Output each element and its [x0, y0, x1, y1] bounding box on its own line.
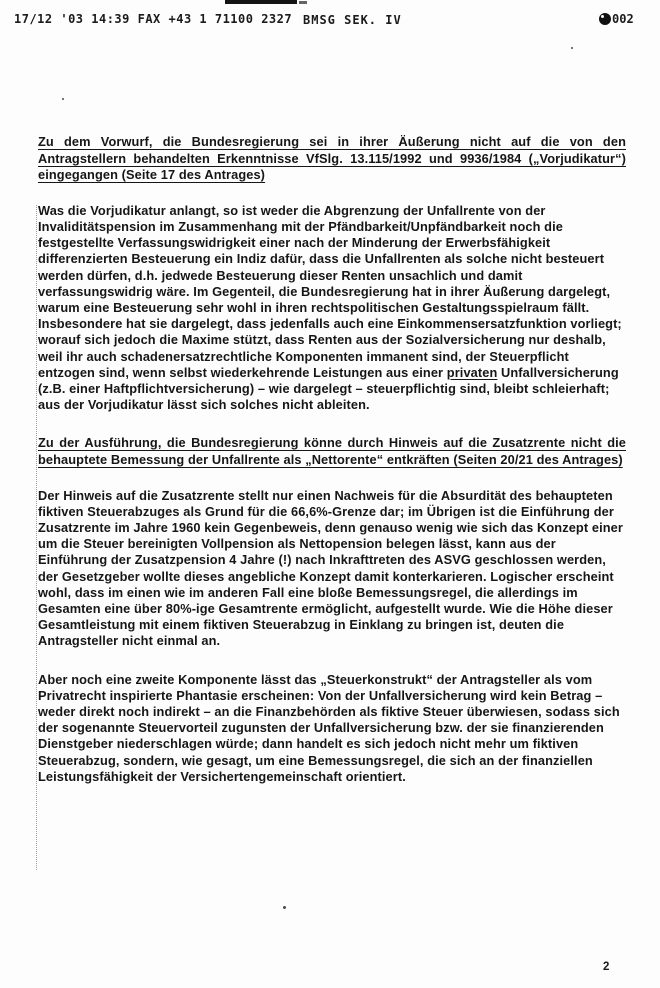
- fax-timestamp: 17/12 '03 14:39 FAX +43 1 71100 2327: [14, 12, 293, 26]
- paragraph-text-after-underline: Unfallversicherung (z.B. einer Haftpflichtversicherung) – wie dargelegt – steuerpflichtig sind, bleibt schleierhaft; aus der Vorjudikatur lässt sich solches nicht ableiten.: [38, 364, 619, 413]
- fax-stamp-icon: [599, 13, 611, 25]
- underlined-word-privaten: privaten: [446, 364, 498, 380]
- scan-speck: [283, 906, 286, 909]
- fold-line-artifact: [36, 205, 37, 870]
- scan-smudge-artifact-tail: [299, 1, 307, 4]
- document-body: [38, 134, 626, 807]
- fax-page-indicator-number: 002: [612, 12, 634, 26]
- page-number: 2: [603, 961, 610, 973]
- scan-smudge-artifact: [225, 0, 297, 4]
- paragraph-steuerkonstrukt: Aber noch eine zweite Komponente lässt das „Steuerkonstrukt“ der Antragsteller als vom Privatrecht inspirierte Phantasie erscheinen: Von der Unfallversicherung wird kein Betrag – weder direkt noch indirekt – an die Finanzbehörden als fiktive Steuer überwiesen, sodass sich der sogenannte Steuervorteil zugunsten der Unfallversicherung bzw. der sie finanzierenden Dienstgeber niederschlagen würde; dann handelt es sich jedoch nicht mehr um fiktiven Steuerabzug, sondern, wie gesagt, um eine Bemessungsregel, die sich an der finanziellen Leistungsfähigkeit der Versichertengemeinschaft orientiert.: [38, 671, 620, 784]
- paragraph-zusatzrente: Der Hinweis auf die Zusatzrente stellt nur einen Nachweis für die Absurdität des behaupteten fiktiven Steuerabzuges als Grund für die 66,6%-Grenze dar; im Übrigen ist die Einführung der Zusatzrente im Jahre 1960 kein Gegenbeweis, denn genauso wenig wie sich das Konzept einer um die Steuer bereinigten Vollpension als Nettopension belegen lässt, kann aus der Einführung der Zusatzpension 4 Jahre (!) nach Inkrafttreten des ASVG geschlossen werden, der Gesetzgeber wollte dieses angebliche Konzept damit konterkarieren. Logischer erscheint wohl, dass im einen wie im anderen Fall eine bloße Bemessungsregel, die allerdings im Gesamten eine über 80%-ige Gesamtrente ermöglicht, aufgestellt wurde. Wie die Höhe dieser Gesamtleistung mit einem fiktiven Steuerabzug in Einklang zu bringen ist, deuten die Antragsteller nicht einmal an.: [38, 487, 623, 649]
- fax-sender: BMSG SEK. IV: [303, 13, 402, 27]
- paragraph-vorjudikatur: [38, 203, 626, 414]
- scan-speck: [571, 47, 573, 49]
- paragraph-text-before-underline: Was die Vorjudikatur anlangt, so ist weder die Abgrenzung der Unfallrente von der Invaliditätspension im Zusammenhang mit der Pfändbarkeit/Unpfändbarkeit noch die festgestellte Verfassungswidrigkeit einer nach der Minderung der Erwerbsfähigkeit differenzierten Besteuerung ein Indiz dafür, dass die Unfallrenten als solche nicht besteuert werden dürfen, d.h. jedwede Besteuerung dieser Renten unsachlich und damit verfassungswidrig wäre. Im Gegenteil, die Bundesregierung hat in ihrer Äußerung dargelegt, warum eine Besteuerung sehr wohl in ihren rechtspolitischen Gestaltungsspielraum fällt. Insbesondere hat sie dargelegt, dass jedenfalls auch eine Einkommensersatzfunktion vorliegt; worauf sich jedoch die Maxime stützt, dass Renten aus der Sozialversicherung nur deshalb, weil ihr auch schadenersatzrechtliche Komponenten immanent sind, der Steuerpflicht entzogen sind, wenn selbst wiederkehrende Leistungen aus einer: [38, 202, 622, 380]
- section-heading-zusatzrente: Zu der Ausführung, die Bundesregierung könne durch Hinweis auf die Zusatzrente nicht die behauptete Bemessung der Unfallrente als „Nettorente“ entkräften (Seiten 20/21 des Antrages): [38, 435, 626, 468]
- fax-page-indicator: [599, 12, 634, 26]
- fax-transmission-header: [0, 12, 660, 32]
- scan-speck: [62, 98, 64, 100]
- section-heading-vorjudikatur: Zu dem Vorwurf, die Bundesregierung sei in ihrer Äußerung nicht auf die von den Antragstellern behandelten Erkenntnisse VfSlg. 13.115/1992 und 9936/1984 („Vorjudikatur“) eingegangen (Seite 17 des Antrages): [38, 134, 626, 183]
